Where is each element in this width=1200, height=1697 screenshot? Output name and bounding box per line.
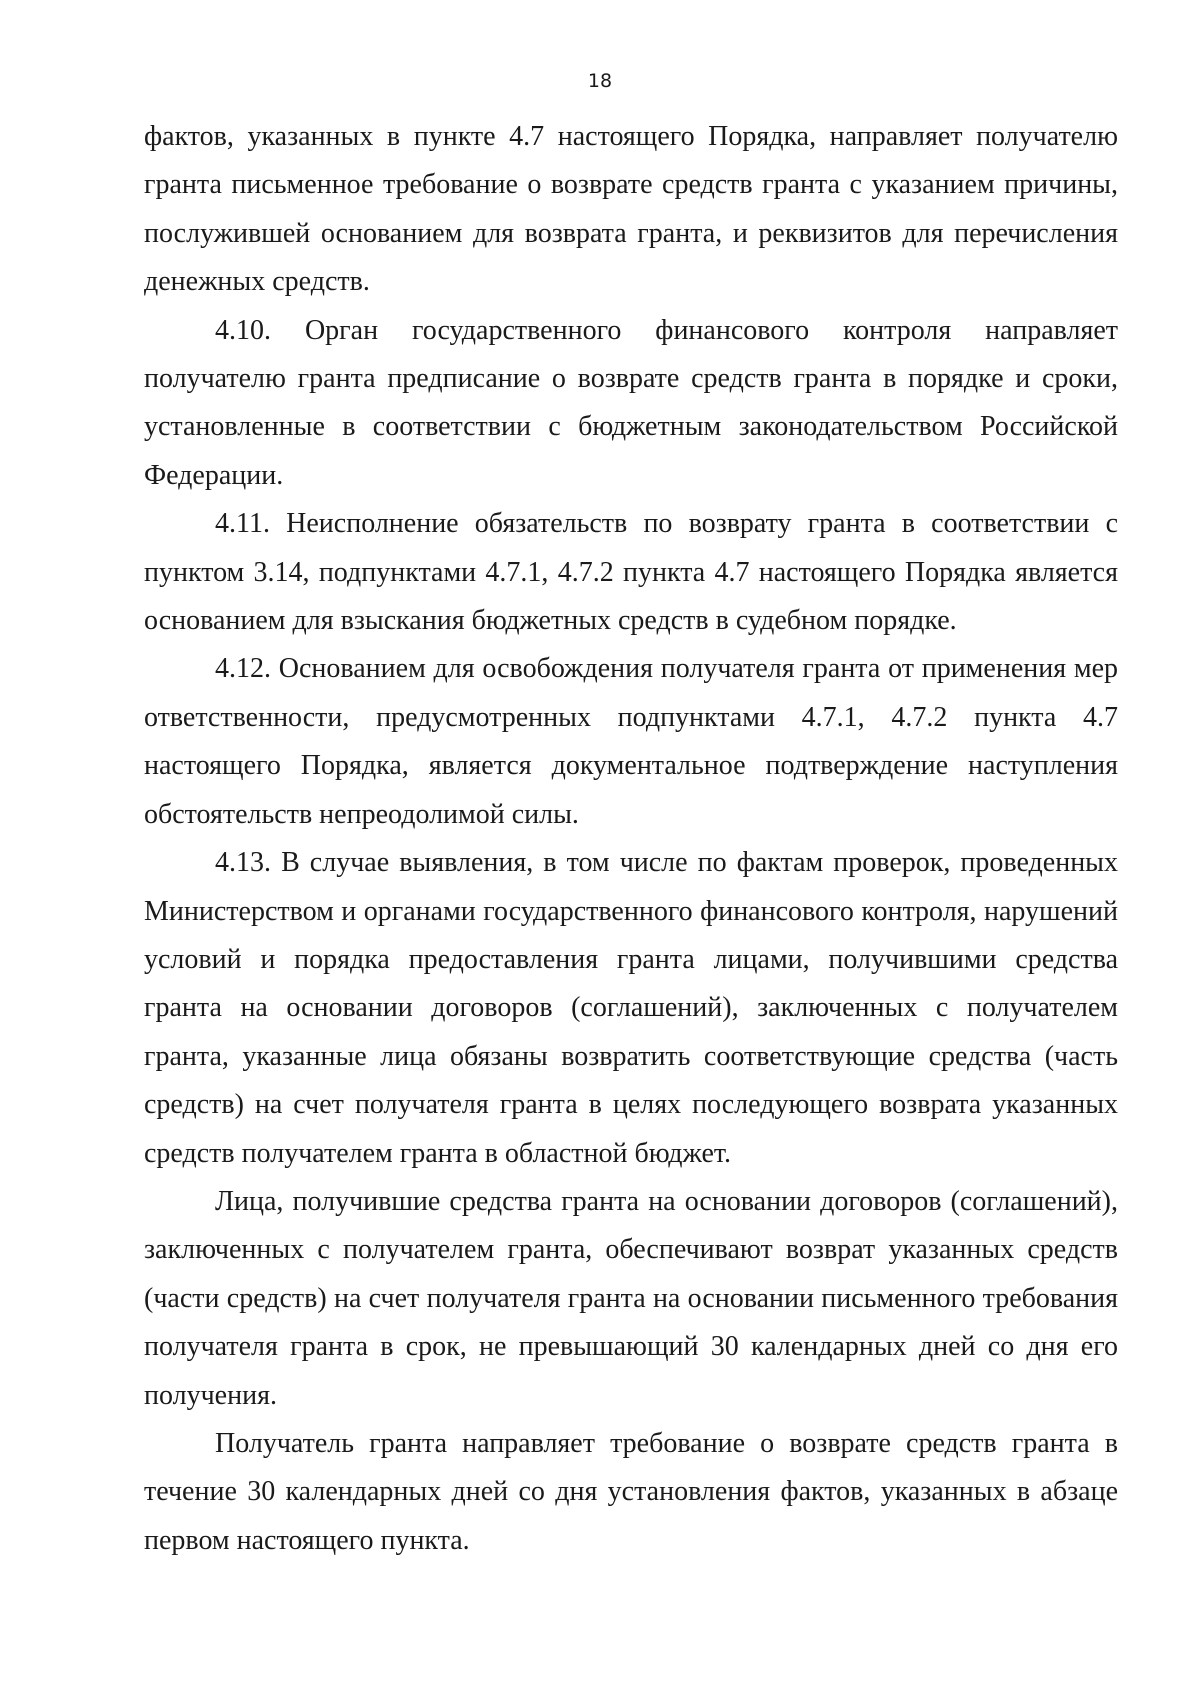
paragraph: Получатель гранта направляет требование о возврате средств гранта в течение 30 календарных дней со дня установления фактов, указанных в абзаце первом настоящего пункта.	[144, 1427, 1118, 1556]
paragraph-4-10: 4.10. Орган государственного финансового контроля направляет получателю гранта предписание о возврате средств гранта в порядке и сроки, установленные в соответствии с бюджетным законодательством Российской Федерации.	[144, 314, 1118, 491]
paragraph-4-12: 4.12. Основанием для освобождения получателя гранта от применения мер ответственности, предусмотренных подпунктами 4.7.1, 4.7.2 пункта 4.7 настоящего Порядка, является документальное подтверждение наступления обстоятельств непреодолимой силы.	[144, 653, 1118, 830]
paragraph: Лица, получившие средства гранта на основании договоров (соглашений), заключенных с получателем гранта, обеспечивают возврат указанных средств (части средств) на счет получателя гранта на основании письменного требования получателя гранта в срок, не превышающий 30 календарных дней со дня его получения.	[144, 1185, 1118, 1411]
paragraph: фактов, указанных в пункте 4.7 настоящего Порядка, направляет получателю гранта письменное требование о возврате средств гранта с указанием причины, послужившей основанием для возврата гранта, и реквизитов для перечисления денежных средств.	[144, 121, 1118, 298]
document-body	[144, 113, 1118, 1565]
page-number: 18	[587, 70, 613, 92]
paragraph-4-13: 4.13. В случае выявления, в том числе по фактам проверок, проведенных Министерством и органами государственного финансового контроля, нарушений условий и порядка предоставления гранта лицами, получившими средства гранта на основании договоров (соглашений), заключенных с получателем гранта, указанные лица обязаны возвратить соответствующие средства (часть средств) на счет получателя гранта в целях последующего возврата указанных средств получателем гранта в областной бюджет.	[144, 847, 1118, 1169]
paragraph-4-11: 4.11. Неисполнение обязательств по возврату гранта в соответствии с пунктом 3.14, подпунктами 4.7.1, 4.7.2 пункта 4.7 настоящего Порядка является основанием для взыскания бюджетных средств в судебном порядке.	[144, 508, 1118, 637]
